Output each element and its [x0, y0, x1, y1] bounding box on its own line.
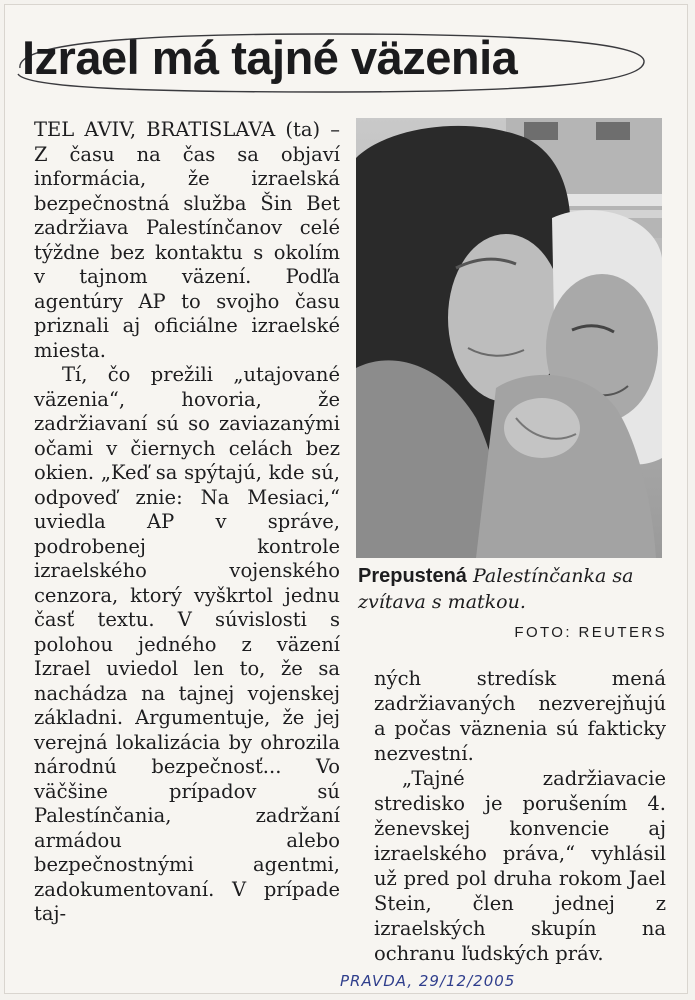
photo-caption: [358, 563, 664, 615]
caption-text: Palestínčanka sa zvítava s matkou.: [358, 565, 634, 613]
caption-lead: Prepustená: [358, 565, 467, 587]
news-photo: [356, 118, 662, 558]
photo-women-embracing: [356, 118, 662, 558]
paragraph-1: TEL AVIV, BRATISLAVA (ta) – Z času na čas sa objaví informácia, že izraelská bezpečnostná služba Šin Bet zadržiava Palestínčanov celé týždne bez kontaktu s okolím v tajnom väzení. Podľa agentúry AP to svojho času priznali aj oficiálne izraelské miesta.: [34, 118, 340, 362]
paragraph-2: Tí, čo prežili „utajované väzenia“, hovoria, že zadržiavaní sú so zaviazanými očami v čiernych celách bez okien. „Keď sa spýtajú, kde sú, odpoveď znie: Na Mesiaci,“ uviedla AP v správe, podrobenej kontrole izraelského vojenského cenzora, ktorý vyškrtol jednu časť textu. V súvislosti s polohou jedného z väzení Izrael uviedol len to, že sa nachádza na tajnej vojenskej základni. Argumentuje, že jej verejná lokalizácia by ohrozila národnú bezpečnosť... Vo väčšine prípadov sú Palestínčania, zadržaní armádou alebo bezpečnostnými agentmi, zadokumentovaní. V prípade taj-: [34, 363, 340, 925]
handwritten-source-note: PRAVDA, 29/12/2005: [340, 972, 516, 990]
paragraph-3: ných stredísk mená zadržiavaných nezverejňujú a počas väznenia sú fakticky nezvestní.: [374, 667, 666, 765]
article-column-right: [374, 666, 666, 966]
paragraph-4: „Tajné zadržiavacie stredisko je porušením 4. ženevskej konvencie aj izraelského práva,“ vyhlásil už pred pol druha rokom Jael Stein, člen jednej z izraelských skupín na ochranu ľudských práv.: [374, 767, 666, 965]
headline: Izrael má tajné väzenia: [22, 31, 518, 84]
article-column-left: [34, 118, 340, 927]
photo-credit: FOTO: REUTERS: [514, 624, 667, 641]
